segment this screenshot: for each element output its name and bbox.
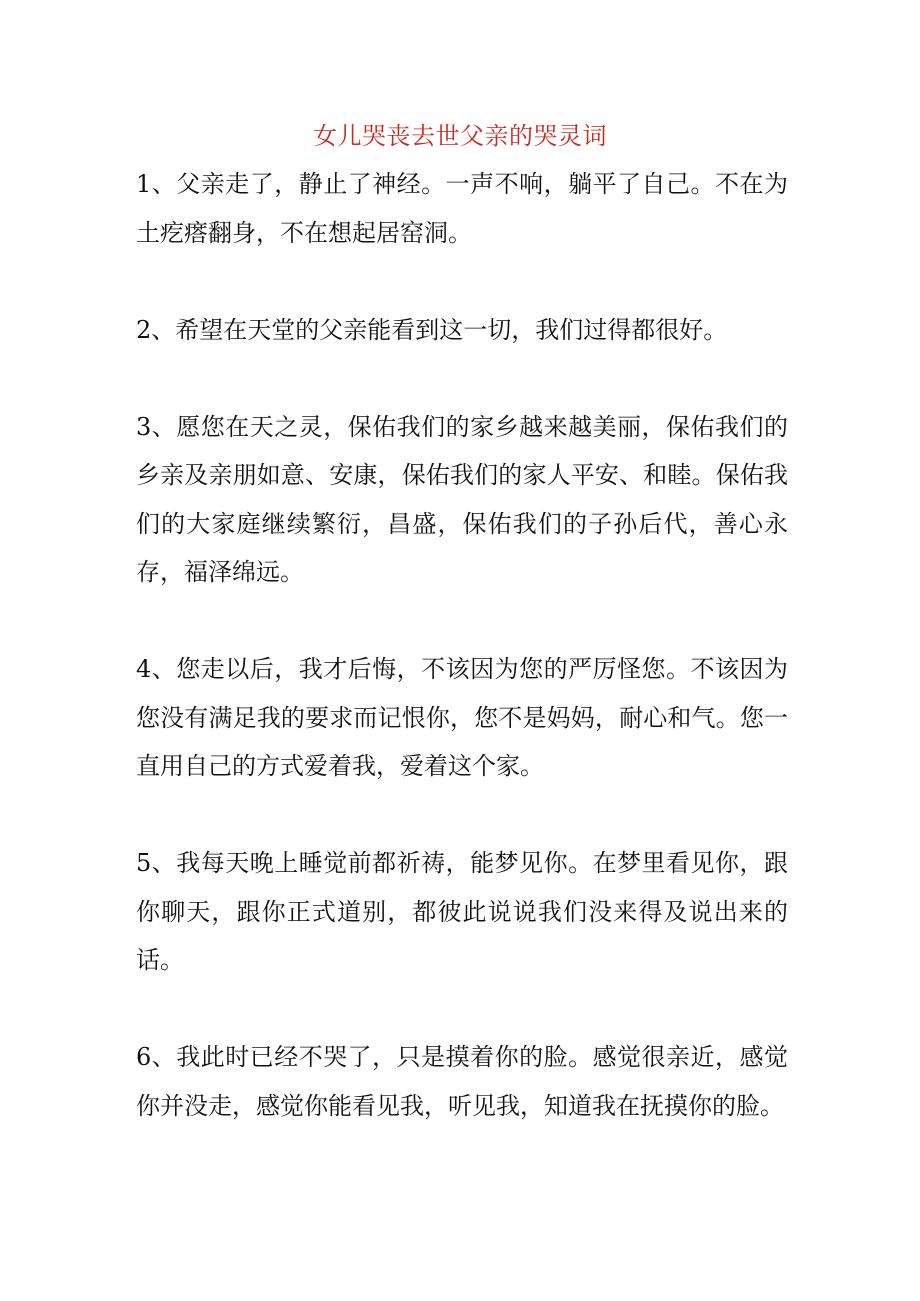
page-title: 女儿哭丧去世父亲的哭灵词 [313,122,607,150]
paragraph-1 [136,160,788,257]
paragraph-number: 3 [136,412,152,441]
paragraph-text: 、父亲走了，静止了神经。一声不响，躺平了自己。不在为土疙瘩翻身，不在想起居窑洞。 [136,170,788,247]
document-body [136,160,788,1179]
paragraph-text: 、希望在天堂的父亲能看到这一切，我们过得都很好。 [151,315,728,344]
paragraph-text: 、您走以后，我才后悔，不该因为您的严厉怪您。不该因为您没有满足我的要求而记恨你，您不是妈妈，耐心和气。您一直用自己的方式爱着我，爱着这个家。 [136,655,788,780]
paragraph-text: 、愿您在天之灵，保佑我们的家乡越来越美丽，保佑我们的乡亲及亲朋如意、安康，保佑我们的家人平安、和睦。保佑我们的大家庭继续繁衍，昌盛，保佑我们的子孙后代，善心永存，福泽绵远。 [136,412,788,586]
paragraph-6 [136,1033,788,1130]
paragraph-number: 1 [136,170,152,198]
paragraph-number: 2 [136,315,152,344]
paragraph-number: 5 [136,849,152,877]
paragraph-text: 、我每天晚上睡觉前都祈祷，能梦见你。在梦里看见你，跟你聊天，跟你正式道别，都彼此说说我们没来得及说出来的话。 [136,849,788,974]
paragraph-3 [136,403,788,597]
paragraph-number: 4 [136,655,152,683]
paragraph-5 [136,839,788,985]
paragraph-number: 6 [136,1043,152,1071]
paragraph-4 [136,645,788,791]
paragraph-text: 、我此时已经不哭了，只是摸着你的脸。感觉很亲近，感觉你并没走，感觉你能看见我，听见我，知道我在抚摸你的脸。 [136,1043,788,1120]
paragraph-2 [136,306,788,355]
